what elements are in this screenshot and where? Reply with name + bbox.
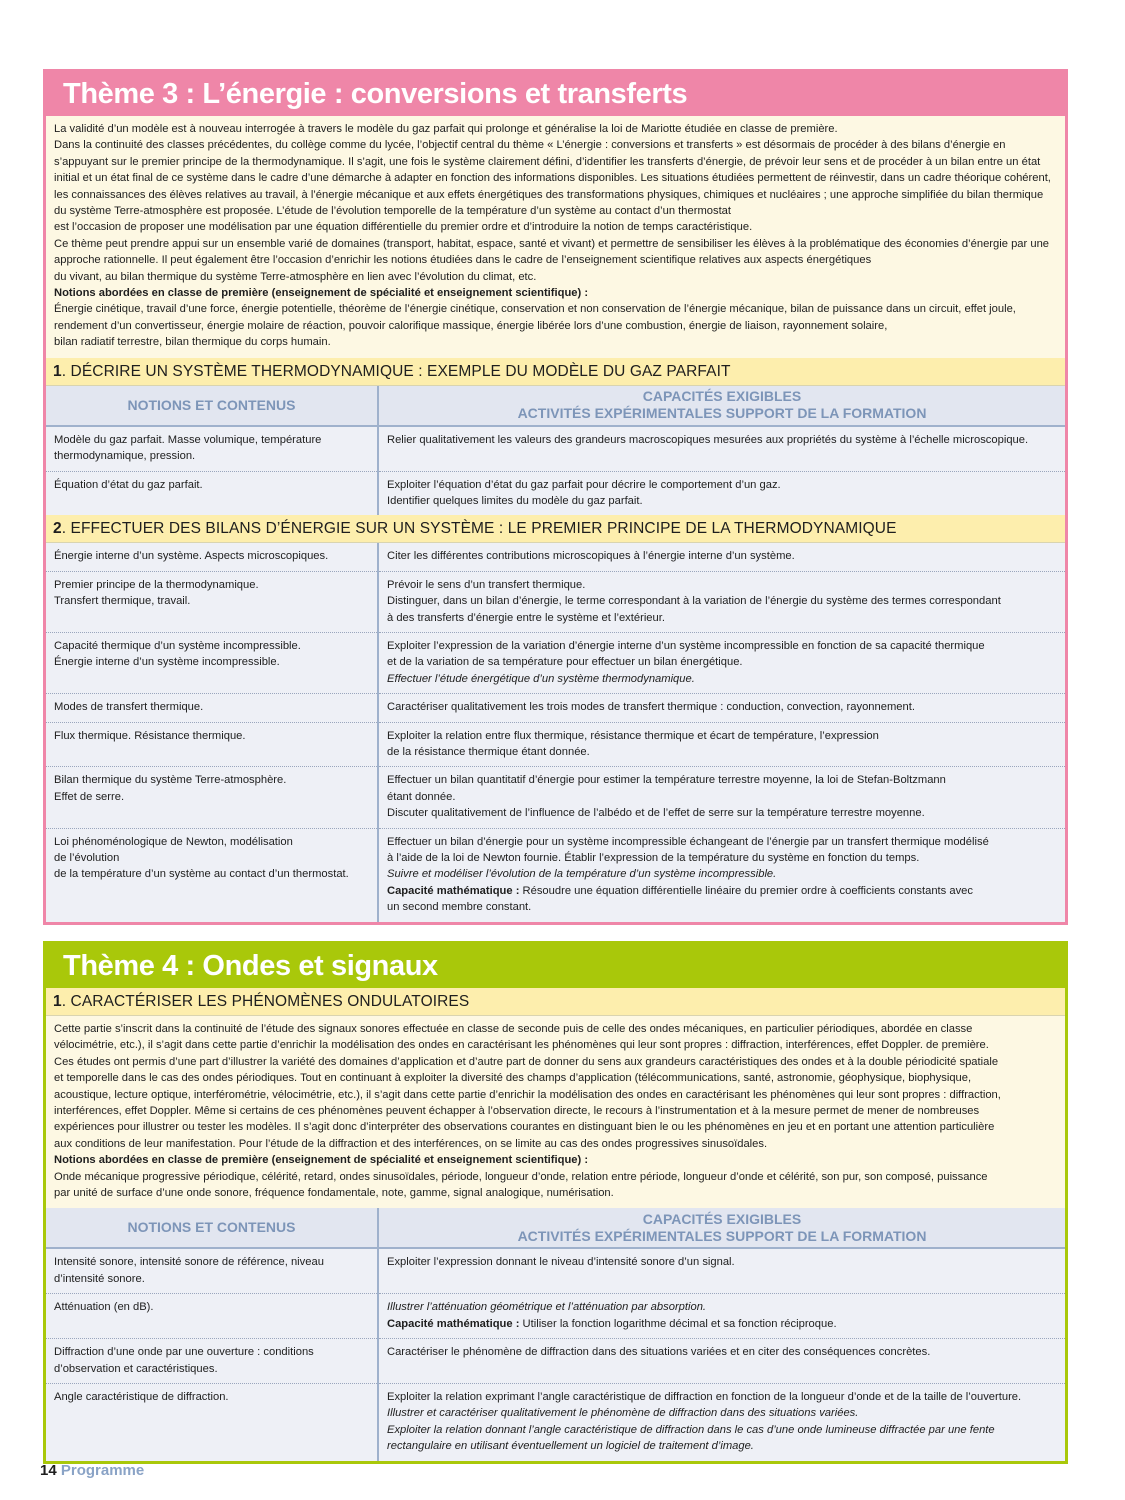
notions-text: par unité de surface d’une onde sonore, fréquence fondamentale, note, gamme, signal analogique, numérisation. — [54, 1187, 614, 1200]
capacity-line — [387, 699, 1057, 715]
table-row — [46, 543, 1065, 571]
capacity-text: Illustrer l’atténuation géométrique et l’atténuation par absorption. — [387, 1301, 707, 1314]
notion-cell — [46, 722, 378, 767]
section-title: . EFFECTUER DES BILANS D’ÉNERGIE SUR UN SYSTÈME : LE PREMIER PRINCIPE DE LA THERMODYNAMIQUE — [61, 520, 897, 538]
capacity-cell — [378, 767, 1065, 828]
capacity-line — [387, 671, 1057, 687]
theme-3-section-2-table — [46, 543, 1065, 921]
notion-line: Énergie interne d’un système. Aspects microscopiques. — [54, 550, 329, 563]
capacity-text: à l’aide de la loi de Newton fournie. Établir l’expression de la température du système en fonction du temps. — [387, 852, 920, 864]
table-row — [46, 828, 1065, 922]
notion-line: Atténuation (en dB). — [54, 1301, 154, 1314]
notion-line: Premier principe de la thermodynamique. — [54, 578, 259, 591]
intro-paragraph: Cette partie s’inscrit dans la continuité de l’étude des signaux sonores effectuée en classe de seconde puis de celle des ondes mécaniques, en particulier périodiques, abordée en classe — [54, 1023, 973, 1035]
intro-paragraph: vélocimétrie, etc.), il s’agit dans cette partie d’enrichir la modélisation des ondes en caractérisant les phénomènes qui leur sont propres : diffraction, interférences, effet Doppler. de première. — [54, 1039, 989, 1052]
capacity-text: un second membre constant. — [387, 901, 532, 914]
intro-paragraph: du vivant, au bilan thermique du système Terre-atmosphère en lien avec l’évolution du climat, etc. — [54, 270, 537, 283]
table-body — [46, 1248, 1065, 1460]
table-row — [46, 632, 1065, 693]
table-row — [46, 1339, 1065, 1384]
notions-heading: Notions abordées en classe de première (enseignement de spécialité et enseignement scientifique) : — [54, 1154, 589, 1167]
intro-paragraph: et temporelle dans le cas des ondes périodiques. Tout en continuant à exploiter la diversité des champs d’application (télécommunications, santé, astronomie, géophysique, biophysique, — [54, 1072, 972, 1085]
capacity-text: Exploiter l’expression donnant le niveau d’intensité sonore d’un signal. — [387, 1256, 735, 1269]
theme-3-intro — [46, 116, 1065, 358]
capacity-cell — [378, 471, 1065, 515]
notion-line: Bilan thermique du système Terre-atmosphère. — [54, 774, 287, 787]
capacity-line — [387, 654, 1057, 670]
capacity-text: à des transferts d’énergie entre le système et l’extérieur. — [387, 611, 665, 624]
notions-heading: Notions abordées en classe de première (enseignement de spécialité et enseignement scientifique) : — [54, 287, 589, 300]
notion-line: Intensité sonore, intensité sonore de référence, niveau — [54, 1256, 324, 1269]
notion-cell — [46, 1294, 378, 1339]
column-header-notions: NOTIONS ET CONTENUS — [46, 386, 378, 426]
table-row — [46, 1383, 1065, 1460]
notion-cell — [46, 694, 378, 722]
capacity-line — [387, 477, 1057, 493]
capacity-line — [387, 432, 1057, 448]
notion-line: thermodynamique, pression. — [54, 450, 196, 463]
section-heading-waves — [46, 988, 1065, 1016]
page-number: 14 — [40, 1462, 57, 1479]
section-number: 1 — [53, 993, 62, 1010]
capacity-cell — [378, 426, 1065, 471]
capacity-text: Caractériser qualitativement les trois modes de transfert thermique : conduction, convection, rayonnement. — [387, 701, 915, 714]
intro-paragraph: aux conditions de leur manifestation. Pour l’étude de la diffraction et des interférences, on se limite au cas des ondes progressives sinusoïdales. — [54, 1137, 768, 1150]
theme-4-block — [43, 941, 1068, 1464]
table-body — [46, 426, 1065, 516]
capacity-text: Effectuer l’étude énergétique d’un système thermodynamique. — [387, 672, 695, 685]
capacity-line — [387, 1299, 1057, 1315]
notion-line: Équation d’état du gaz parfait. — [54, 478, 203, 491]
capacity-line — [387, 834, 1057, 850]
capacity-line — [387, 610, 1057, 626]
intro-paragraph: Ce thème peut prendre appui sur un ensemble varié de domaines (transport, habitat, espace, santé et vivant) et permettre de sensibiliser les élèves à la problématique des économies d’énergie par une approche rationnelle. Il peut également être l’occasion d’enrichir les notions étudiées dans le cadre de l’enseignement scientifique relatives aux aspects énergétiques — [54, 237, 1050, 267]
capacity-line — [387, 1344, 1057, 1360]
capacity-cell — [378, 694, 1065, 722]
capacity-text: Utiliser la fonction logarithme décimal et sa fonction réciproque. — [522, 1317, 837, 1330]
capacity-line — [387, 548, 1057, 564]
capacity-text: rectangulaire en utilisant éventuellement un logiciel de traitement d’image. — [387, 1440, 754, 1453]
table-row — [46, 722, 1065, 767]
table-header-row — [46, 386, 1065, 426]
notion-cell — [46, 828, 378, 922]
capacity-line — [387, 850, 1057, 866]
capacity-line — [387, 1316, 1057, 1332]
table-row — [46, 571, 1065, 632]
capacity-line — [387, 1389, 1057, 1405]
capacity-text: Exploiter l’expression de la variation d’énergie interne d’un système incompressible en fonction de sa capacité thermique — [387, 639, 985, 652]
header-line: ACTIVITÉS EXPÉRIMENTALES SUPPORT DE LA FORMATION — [517, 1227, 927, 1244]
notion-line: Diffraction d’une onde par une ouverture : conditions — [54, 1346, 314, 1359]
capacity-text: et de la variation de sa température pour effectuer un bilan énergétique. — [387, 656, 743, 669]
notion-line: d’observation et caractéristiques. — [54, 1362, 218, 1375]
capacity-text: Illustrer et caractériser qualitativement le phénomène de diffraction dans des situations variées. — [387, 1407, 859, 1420]
notion-cell — [46, 471, 378, 515]
capacity-text: Effectuer un bilan quantitatif d’énergie pour estimer la température terrestre moyenne, la loi de Stefan-Boltzmann — [387, 774, 946, 787]
capacity-cell — [378, 632, 1065, 693]
section-number: 1 — [53, 362, 62, 380]
capacity-text: Exploiter l’équation d’état du gaz parfait pour décrire le comportement d’un gaz. — [387, 478, 781, 491]
capacity-line — [387, 883, 1057, 899]
column-header-capacites — [378, 386, 1065, 426]
capacity-line — [387, 593, 1057, 609]
capacity-text: Exploiter la relation exprimant l’angle caractéristique de diffraction en fonction de la longueur d’onde et de la taille de l’ouverture. — [387, 1390, 1022, 1403]
notion-cell — [46, 1248, 378, 1293]
capacity-label: Capacité mathématique : — [387, 884, 523, 897]
column-header-notions: NOTIONS ET CONTENUS — [46, 1208, 378, 1248]
capacity-text: Exploiter la relation entre flux thermique, résistance thermique et écart de température, l’expression — [387, 729, 879, 742]
notion-cell — [46, 1383, 378, 1460]
table-row — [46, 1248, 1065, 1293]
intro-paragraph: acoustique, lecture optique, interférométrie, vélocimétrie, etc.), il s’agit dans cette partie d’enrichir la modélisation des ondes en caractérisant les phénomènes qui leur sont propres : diffraction, — [54, 1088, 1001, 1101]
capacity-text: Effectuer un bilan d’énergie pour un système incompressible échangeant de l’énergie par un transfert thermique modélisé — [387, 835, 989, 848]
capacity-cell — [378, 571, 1065, 632]
capacity-line — [387, 1438, 1057, 1454]
capacity-text: Relier qualitativement les valeurs des grandeurs macroscopiques mesurées aux propriétés du système à l’échelle microscopique. — [387, 433, 1029, 446]
capacity-text: Discuter qualitativement de l’influence de l’albédo et de l’effet de serre sur la température terrestre moyenne. — [387, 807, 925, 820]
capacity-line — [387, 493, 1057, 509]
intro-paragraph: est l’occasion de proposer une modélisation par une équation différentielle du premier ordre et d’introduire la notion de temps caractéristique. — [54, 221, 753, 234]
notion-cell — [46, 426, 378, 471]
capacity-text: Citer les différentes contributions microscopiques à l’énergie interne d’un système. — [387, 550, 795, 563]
capacity-line — [387, 1422, 1057, 1438]
header-line: CAPACITÉS EXIGIBLES — [642, 1210, 802, 1227]
capacity-text: Suivre et modéliser l’évolution de la température d’un système incompressible. — [387, 868, 777, 881]
notion-cell — [46, 767, 378, 828]
capacity-text: Distinguer, dans un bilan d’énergie, le terme correspondant à la variation de l’énergie du système des termes correspondant — [387, 595, 1001, 608]
page-footer — [40, 1462, 144, 1479]
capacity-line — [387, 577, 1057, 593]
notion-line: Capacité thermique d’un système incompressible. — [54, 639, 301, 652]
intro-paragraph: expériences pour illustrer ou tester les modèles. Il s’agit donc d’interpréter des observations courantes en distinguant bien le ou les phénomènes en jeu et en portant une attention particulière — [54, 1121, 995, 1134]
capacity-cell — [378, 1383, 1065, 1460]
capacity-line — [387, 772, 1057, 788]
capacity-line — [387, 866, 1057, 882]
table-row — [46, 767, 1065, 828]
notion-line: de la température d’un système au contact d’un thermostat. — [54, 868, 349, 881]
table-row — [46, 471, 1065, 515]
section-title: . DÉCRIRE UN SYSTÈME THERMODYNAMIQUE : EXEMPLE DU MODÈLE DU GAZ PARFAIT — [61, 362, 731, 380]
intro-paragraph: Dans la continuité des classes précédentes, du collège comme du lycée, l’objectif central du thème « L’énergie : conversions et transferts » est désormais de procéder à des bilans d’énergie en s’appuyant sur le premier principe de la thermodynamique. Il s’agit, une fois le système clairement défini, d’identifier les transferts d’énergie, de prévoir leur sens et de procéder à un bilan entre un état initial et un état final de ce système dans le cadre d’une démarche à adapter en fonction des informations disponibles. Les situations étudiées permettent de réinvestir, dans un cadre théorique cohérent, les connaissances des élèves relatives au travail, à l’énergie mécanique et aux effets énergétiques des transformations physiques, chimiques et nucléaires ; une approche simplifiée du bilan thermique du système Terre-atmosphère est proposée. L’étude de l’évolution temporelle de la température d’un système au contact d’un thermostat — [54, 139, 1051, 218]
notions-text: Énergie cinétique, travail d’une force, énergie potentielle, théorème de l’énergie cinétique, conservation et non conservation de l’énergie mécanique, bilan de puissance dans un circuit, effet joule, — [54, 303, 1016, 316]
capacity-text: Exploiter la relation donnant l’angle caractéristique de diffraction dans le cas d’une onde lumineuse diffractée par une fente — [387, 1423, 995, 1436]
intro-paragraph: Ces études ont permis d’une part d’illustrer la variété des domaines d’application et d’autre part de donner du sens aux grandeurs caractéristiques des ondes et à la double périodicité spatiale — [54, 1055, 999, 1068]
capacity-text: de la résistance thermique étant donnée. — [387, 745, 590, 758]
theme-4-section-1-table — [46, 1208, 1065, 1460]
notion-line: d’intensité sonore. — [54, 1272, 145, 1285]
theme-3-section-1-table — [46, 386, 1065, 516]
notions-text: rendement d’un convertisseur, énergie molaire de réaction, pouvoir calorifique massique, énergie libérée lors d’une combustion, énergie de liaison, rayonnement solaire, — [54, 319, 888, 332]
capacity-text: Caractériser le phénomène de diffraction dans des situations variées et en citer des conséquences concrètes. — [387, 1346, 931, 1359]
table-header-row — [46, 1208, 1065, 1248]
table-row — [46, 694, 1065, 722]
notions-text: Onde mécanique progressive périodique, célérité, retard, ondes sinusoïdales, période, longueur d’onde, relation entre période, longueur d’onde et célérité, son pur, son composé, puissance — [54, 1170, 988, 1183]
capacity-cell — [378, 722, 1065, 767]
capacity-line — [387, 899, 1057, 915]
capacity-cell — [378, 828, 1065, 922]
capacity-text: Prévoir le sens d’un transfert thermique. — [387, 578, 586, 591]
capacity-line — [387, 728, 1057, 744]
section-heading-thermo — [46, 358, 1065, 386]
intro-paragraph: La validité d’un modèle est à nouveau interrogée à travers le modèle du gaz parfait qui prolonge et généralise la loi de Mariotte étudiée en classe de première. — [54, 123, 838, 135]
table-row — [46, 426, 1065, 471]
capacity-text: Résoudre une équation différentielle linéaire du premier ordre à coefficients constants avec — [522, 884, 973, 897]
notion-line: Loi phénoménologique de Newton, modélisation — [54, 835, 293, 848]
notion-line: Modes de transfert thermique. — [54, 701, 204, 714]
capacity-line — [387, 789, 1057, 805]
section-heading-energy — [46, 515, 1065, 543]
notion-line: Modèle du gaz parfait. Masse volumique, température — [54, 433, 322, 446]
capacity-line — [387, 638, 1057, 654]
capacity-line — [387, 805, 1057, 821]
notion-cell — [46, 543, 378, 571]
capacity-line — [387, 1405, 1057, 1421]
intro-paragraph: interférences, effet Doppler. Même si certains de ces phénomènes peuvent échapper à l’observation directe, le recours à l’instrumentation et à la mesure permet de mener de nombreuses — [54, 1105, 980, 1118]
notion-line: Flux thermique. Résistance thermique. — [54, 729, 246, 742]
notions-text: bilan radiatif terrestre, bilan thermique du corps humain. — [54, 336, 331, 349]
notion-line: de l’évolution — [54, 852, 120, 864]
capacity-line — [387, 744, 1057, 760]
capacity-line — [387, 1254, 1057, 1270]
notion-line: Effet de serre. — [54, 790, 125, 803]
capacity-cell — [378, 1248, 1065, 1293]
notion-line: Transfert thermique, travail. — [54, 595, 191, 608]
header-line: CAPACITÉS EXIGIBLES — [642, 388, 802, 405]
notion-line: Énergie interne d’un système incompressible. — [54, 656, 280, 669]
section-number: 2 — [53, 520, 62, 538]
table-body — [46, 543, 1065, 921]
notion-cell — [46, 1339, 378, 1384]
header-line: ACTIVITÉS EXPÉRIMENTALES SUPPORT DE LA FORMATION — [517, 405, 927, 422]
capacity-cell — [378, 543, 1065, 571]
capacity-cell — [378, 1294, 1065, 1339]
theme-4-intro — [46, 1016, 1065, 1208]
table-row — [46, 1294, 1065, 1339]
theme-4-title: Thème 4 : Ondes et signaux — [46, 944, 1065, 988]
capacity-text: étant donnée. — [387, 790, 456, 803]
footer-label: Programme — [60, 1462, 145, 1479]
section-title: . CARACTÉRISER LES PHÉNOMÈNES ONDULATOIRES — [61, 993, 470, 1010]
notion-cell — [46, 571, 378, 632]
notion-line: Angle caractéristique de diffraction. — [54, 1390, 229, 1403]
column-header-capacites — [378, 1208, 1065, 1248]
theme-3-title: Thème 3 : L’énergie : conversions et transferts — [46, 72, 1065, 116]
theme-3-block — [43, 69, 1068, 925]
capacity-cell — [378, 1339, 1065, 1384]
capacity-text: Identifier quelques limites du modèle du gaz parfait. — [387, 494, 643, 507]
notion-cell — [46, 632, 378, 693]
capacity-label: Capacité mathématique : — [387, 1317, 523, 1330]
